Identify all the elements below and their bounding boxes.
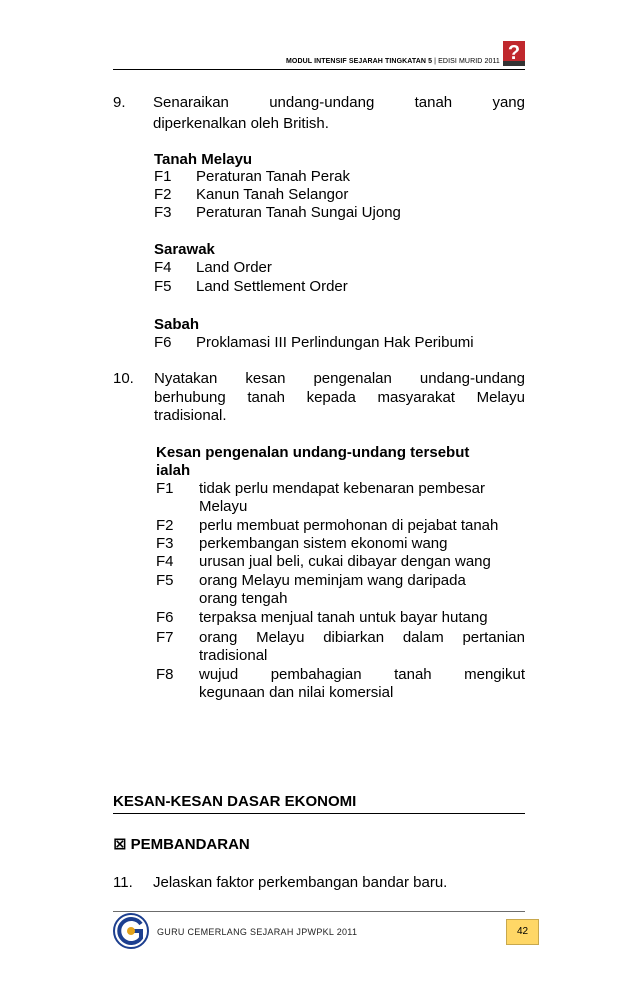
sub-section-label: PEMBANDARAN: [130, 836, 250, 853]
section-divider: [113, 813, 525, 814]
q10-item-f4-code: F4: [156, 553, 174, 570]
question-9-line2: diperkenalkan oleh British.: [153, 115, 329, 132]
sub-section-title: [113, 834, 250, 853]
question-11-text: Jelaskan faktor perkembangan bandar baru.: [153, 874, 448, 891]
header-title-light: EDISI MURID 2011: [438, 58, 500, 65]
item-code: F3: [154, 204, 172, 221]
item-text: Land Settlement Order: [196, 278, 348, 295]
question-10-line1: Nyatakan kesan pengenalan undang-undang: [154, 370, 525, 387]
q10-item-f7-line1: orang Melayu dibiarkan dalam pertanian: [199, 629, 525, 646]
page-number: 42: [506, 919, 539, 945]
q9-word-1: Senaraikan: [153, 94, 229, 111]
item-code: F4: [154, 259, 172, 276]
item-code: F5: [154, 278, 172, 295]
header-title: [286, 58, 500, 65]
question-10-line3: tradisional.: [154, 407, 227, 424]
q9-item-f2: [154, 186, 348, 204]
item-text: Peraturan Tanah Sungai Ujong: [196, 204, 401, 221]
question-11-number: 11.: [113, 874, 133, 891]
section-title: KESAN-KESAN DASAR EKONOMI: [113, 793, 357, 810]
header-divider: [113, 69, 525, 70]
q10-item-f7-line2: tradisional: [199, 647, 268, 664]
item-code: F6: [154, 334, 172, 351]
header-separator: |: [432, 58, 439, 65]
q10-item-f2-code: F2: [156, 517, 174, 534]
q9-word-2: undang-undang: [269, 94, 375, 111]
q10-item-f1-code: F1: [156, 480, 174, 497]
q10-item-f5-line1: orang Melayu meminjam wang daripada: [199, 572, 466, 589]
q10-item-f8-line2: kegunaan dan nilai komersial: [199, 684, 394, 701]
guru-cemerlang-logo-icon: [112, 912, 150, 950]
question-9-number: 9.: [113, 94, 126, 111]
item-text: Peraturan Tanah Perak: [196, 168, 350, 185]
q10-item-f4-line1: urusan jual beli, cukai dibayar dengan wang: [199, 553, 491, 570]
q10-answer-heading-line1: Kesan pengenalan undang-undang tersebut: [156, 444, 470, 461]
q10-item-f6-code: F6: [156, 609, 174, 626]
q9-item-f5: [154, 278, 348, 296]
boxed-x-icon: ⊠: [113, 834, 127, 853]
q10-item-f1-line2: Melayu: [199, 498, 248, 515]
q10-item-f7-code: F7: [156, 629, 174, 646]
question-10-number: 10.: [113, 370, 134, 387]
footer-divider: [113, 911, 525, 912]
q10-item-f5-line2: orang tengah: [199, 590, 288, 607]
q10-item-f8-line1: wujud pembahagian tanah mengikut: [199, 666, 525, 683]
item-text: Land Order: [196, 259, 272, 276]
q10-answer-heading-line2: ialah: [156, 462, 191, 479]
q10-item-f2-line1: perlu membuat permohonan di pejabat tanah: [199, 517, 499, 534]
item-text: Proklamasi III Perlindungan Hak Peribumi: [196, 334, 474, 351]
question-mark-logo-icon: [503, 41, 525, 66]
q9-item-f4: [154, 259, 272, 277]
footer-text: GURU CEMERLANG SEJARAH JPWPKL 2011: [157, 927, 358, 937]
q9-item-f3: [154, 204, 401, 222]
svg-text:?: ?: [507, 42, 521, 64]
q10-item-f3-code: F3: [156, 535, 174, 552]
q9-group-heading-sarawak: Sarawak: [154, 241, 215, 258]
question-9-line1: [153, 94, 525, 112]
item-text: Kanun Tanah Selangor: [196, 186, 349, 203]
item-code: F2: [154, 186, 172, 203]
item-code: F1: [154, 168, 172, 185]
question-10-line2: berhubung tanah kepada masyarakat Melayu: [154, 389, 525, 406]
q10-item-f6-line1: terpaksa menjual tanah untuk bayar hutang: [199, 609, 488, 626]
header-title-bold: MODUL INTENSIF SEJARAH TINGKATAN 5: [286, 58, 433, 65]
q10-item-f3-line1: perkembangan sistem ekonomi wang: [199, 535, 448, 552]
q9-item-f6: [154, 334, 474, 352]
q10-item-f5-code: F5: [156, 572, 174, 589]
q10-item-f1-line1: tidak perlu mendapat kebenaran pembesar: [199, 480, 486, 497]
q9-group-heading-sabah: Sabah: [154, 316, 200, 333]
q9-word-4: yang: [492, 94, 525, 111]
q9-word-3: tanah: [414, 94, 453, 111]
q9-group-heading-tanah-melayu: Tanah Melayu: [154, 151, 253, 168]
q10-item-f8-code: F8: [156, 666, 174, 683]
q9-item-f1: [154, 168, 350, 186]
